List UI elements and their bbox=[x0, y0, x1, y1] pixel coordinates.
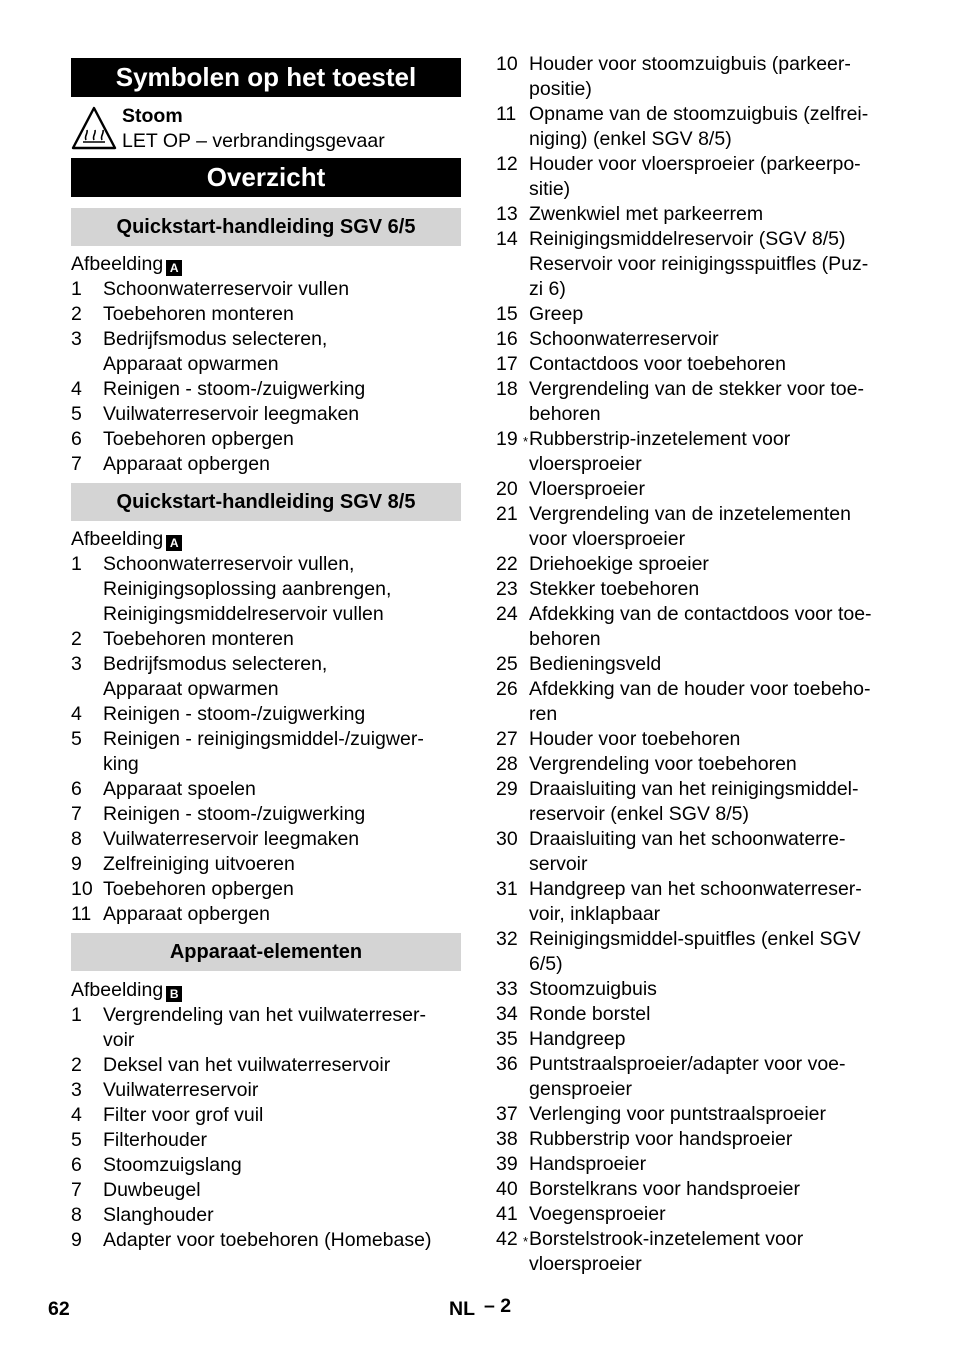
item-number: 4 bbox=[71, 1104, 82, 1126]
item-text: Vuilwaterreservoir leegmaken bbox=[103, 403, 360, 425]
item-text: Zelfreiniging uitvoeren bbox=[103, 853, 295, 875]
list-item bbox=[496, 552, 896, 577]
item-text: Handsproeier bbox=[529, 1153, 647, 1175]
list-item bbox=[496, 52, 896, 102]
item-number: 2 bbox=[71, 628, 82, 650]
item-number: 3 bbox=[71, 1079, 82, 1101]
item-text: Houder voor toebehoren bbox=[529, 728, 741, 750]
item-number: 11 bbox=[496, 103, 517, 125]
list-item bbox=[496, 1052, 896, 1102]
item-number: 2 bbox=[71, 1054, 82, 1076]
item-text: Apparaat spoelen bbox=[103, 778, 256, 800]
item-text: Handgreep bbox=[529, 1028, 626, 1050]
item-text: Handgreep van het schoonwaterreser- voir, inklapbaar bbox=[529, 878, 862, 925]
item-number: 15 bbox=[496, 303, 518, 325]
item-number: 4 bbox=[71, 703, 82, 725]
list-item bbox=[496, 677, 896, 727]
item-text: Toebehoren monteren bbox=[103, 628, 294, 650]
item-text: Verlenging voor puntstraalsproeier bbox=[529, 1103, 827, 1125]
item-number: 5 bbox=[71, 728, 82, 750]
list-item bbox=[71, 727, 461, 777]
list-item bbox=[71, 427, 461, 452]
item-number: 7 bbox=[71, 1179, 82, 1201]
item-text: Filterhouder bbox=[103, 1129, 208, 1151]
list-item bbox=[71, 827, 461, 852]
item-text: Schoonwaterreservoir bbox=[529, 328, 719, 350]
item-number: 27 bbox=[496, 728, 518, 750]
item-number: 34 bbox=[496, 1003, 518, 1025]
item-number: 17 bbox=[496, 353, 518, 375]
list-item bbox=[496, 302, 896, 327]
item-text: Slanghouder bbox=[103, 1204, 214, 1226]
item-text: Houder voor stoomzuigbuis (parkeer- positie) bbox=[529, 53, 851, 100]
optional-accessory-mark: * bbox=[523, 434, 529, 449]
list-item bbox=[496, 352, 896, 377]
item-text: Puntstraalsproeier/adapter voor voe- gensproeier bbox=[529, 1053, 846, 1100]
item-number: 3 bbox=[71, 653, 82, 675]
item-text: Ronde borstel bbox=[529, 1003, 651, 1025]
item-text: Rubberstrip voor handsproeier bbox=[529, 1128, 793, 1150]
list-item bbox=[496, 427, 896, 477]
item-text: Borstelkrans voor handsproeier bbox=[529, 1178, 800, 1200]
list-item bbox=[71, 402, 461, 427]
item-number: 24 bbox=[496, 603, 518, 625]
overview-heading: Overzicht bbox=[71, 158, 461, 197]
steam-warning bbox=[71, 104, 461, 152]
item-number: 3 bbox=[71, 328, 82, 350]
list-item bbox=[496, 777, 896, 827]
item-number: 13 bbox=[496, 203, 518, 225]
figure-badge: B bbox=[166, 986, 182, 1002]
item-number: 9 bbox=[71, 1229, 82, 1251]
list-item bbox=[496, 1227, 896, 1277]
item-number: 6 bbox=[71, 778, 82, 800]
item-text: Houder voor vloersproeier (parkeerpo- sitie) bbox=[529, 153, 861, 200]
item-text: Duwbeugel bbox=[103, 1179, 201, 1201]
list-item bbox=[71, 1003, 461, 1053]
item-number: 26 bbox=[496, 678, 518, 700]
item-number: 23 bbox=[496, 578, 518, 600]
quickstart-85-heading: Quickstart-handleiding SGV 8/5 bbox=[71, 483, 461, 521]
item-number: 40 bbox=[496, 1178, 518, 1200]
list-item bbox=[496, 827, 896, 877]
list-item bbox=[496, 1127, 896, 1152]
list-item bbox=[496, 1202, 896, 1227]
list-item bbox=[496, 327, 896, 352]
item-text: Filter voor grof vuil bbox=[103, 1104, 264, 1126]
quickstart-65-list bbox=[71, 277, 461, 477]
list-item bbox=[496, 377, 896, 427]
list-item bbox=[496, 752, 896, 777]
item-number: 6 bbox=[71, 428, 82, 450]
item-text: Toebehoren opbergen bbox=[103, 428, 294, 450]
item-number: 10 bbox=[496, 53, 518, 75]
item-number: 39 bbox=[496, 1153, 518, 1175]
item-text: Vuilwaterreservoir bbox=[103, 1079, 259, 1101]
item-number: 37 bbox=[496, 1103, 518, 1125]
list-item bbox=[496, 577, 896, 602]
item-text: Opname van de stoomzuigbuis (zelfrei- niging) (enkel SGV 8/5) bbox=[529, 103, 869, 150]
item-number: 6 bbox=[71, 1154, 82, 1176]
item-number: 36 bbox=[496, 1053, 518, 1075]
item-number: 14 bbox=[496, 228, 518, 250]
list-item bbox=[71, 1103, 461, 1128]
item-text: Toebehoren monteren bbox=[103, 303, 294, 325]
list-item bbox=[496, 202, 896, 227]
list-item bbox=[71, 1078, 461, 1103]
list-item bbox=[71, 802, 461, 827]
item-text: Stekker toebehoren bbox=[529, 578, 700, 600]
list-item bbox=[71, 902, 461, 927]
item-text: Reinigingsmiddel-spuitfles (enkel SGV 6/5) bbox=[529, 928, 861, 975]
list-item bbox=[496, 1102, 896, 1127]
list-item bbox=[71, 1053, 461, 1078]
item-text: Contactdoos voor toebehoren bbox=[529, 353, 786, 375]
item-number: 42 bbox=[496, 1228, 518, 1250]
elements-figure-ref bbox=[71, 978, 182, 1003]
item-text: Bedrijfsmodus selecteren, Apparaat opwarmen bbox=[103, 328, 328, 375]
list-item bbox=[71, 1203, 461, 1228]
list-item bbox=[496, 877, 896, 927]
item-text: Voegensproeier bbox=[529, 1203, 666, 1225]
item-number: 8 bbox=[71, 1204, 82, 1226]
figure-label: Afbeelding bbox=[71, 253, 164, 275]
list-item bbox=[496, 1027, 896, 1052]
item-text: Schoonwaterreservoir vullen, Reinigingsoplossing aanbrengen, Reinigingsmiddelreservoir vullen bbox=[103, 553, 392, 625]
item-number: 5 bbox=[71, 1129, 82, 1151]
item-number: 32 bbox=[496, 928, 518, 950]
list-item bbox=[71, 877, 461, 902]
item-text: Reinigen - stoom-/zuigwerking bbox=[103, 803, 366, 825]
list-item bbox=[71, 1128, 461, 1153]
list-item bbox=[71, 652, 461, 702]
item-text: Reinigen - stoom-/zuigwerking bbox=[103, 703, 366, 725]
item-number: 10 bbox=[71, 878, 93, 900]
item-number: 38 bbox=[496, 1128, 518, 1150]
quickstart-85-figure-ref bbox=[71, 527, 182, 552]
symbols-heading: Symbolen op het toestel bbox=[71, 58, 461, 97]
list-item bbox=[496, 102, 896, 152]
item-number: 33 bbox=[496, 978, 518, 1000]
item-text: Borstelstrook-inzetelement voor vloersproeier bbox=[529, 1228, 804, 1275]
item-text: Schoonwaterreservoir vullen bbox=[103, 278, 350, 300]
item-text: Vergrendeling voor toebehoren bbox=[529, 753, 797, 775]
item-text: Vloersproeier bbox=[529, 478, 645, 500]
figure-label: Afbeelding bbox=[71, 528, 164, 550]
item-number: 41 bbox=[496, 1203, 518, 1225]
item-number: 2 bbox=[71, 303, 82, 325]
item-text: Stoomzuigbuis bbox=[529, 978, 657, 1000]
list-item bbox=[496, 1177, 896, 1202]
item-text: Zwenkwiel met parkeerrem bbox=[529, 203, 764, 225]
item-number: 1 bbox=[71, 278, 82, 300]
list-item bbox=[496, 652, 896, 677]
item-number: 21 bbox=[496, 503, 518, 525]
item-text: Vergrendeling van de inzetelementen voor vloersproeier bbox=[529, 503, 851, 550]
item-number: 18 bbox=[496, 378, 518, 400]
item-text: Greep bbox=[529, 303, 584, 325]
list-item bbox=[71, 1178, 461, 1203]
optional-accessory-mark: * bbox=[523, 1234, 529, 1249]
item-text: Driehoekige sproeier bbox=[529, 553, 709, 575]
list-item bbox=[71, 552, 461, 627]
item-number: 28 bbox=[496, 753, 518, 775]
footer-section: – 2 bbox=[484, 1295, 512, 1317]
item-text: Apparaat opbergen bbox=[103, 903, 270, 925]
item-number: 9 bbox=[71, 853, 82, 875]
list-item bbox=[71, 452, 461, 477]
list-item bbox=[496, 1002, 896, 1027]
item-number: 8 bbox=[71, 828, 82, 850]
item-number: 11 bbox=[71, 903, 92, 925]
item-text: Adapter voor toebehoren (Homebase) bbox=[103, 1229, 432, 1251]
list-item bbox=[71, 852, 461, 877]
list-item bbox=[496, 477, 896, 502]
elements-heading: Apparaat-elementen bbox=[71, 933, 461, 971]
item-text: Vergrendeling van het vuilwaterreser- voir bbox=[103, 1004, 427, 1051]
item-text: Stoomzuigslang bbox=[103, 1154, 242, 1176]
item-number: 7 bbox=[71, 453, 82, 475]
item-number: 1 bbox=[71, 553, 82, 575]
item-text: Bedrijfsmodus selecteren, Apparaat opwarmen bbox=[103, 653, 328, 700]
item-number: 20 bbox=[496, 478, 518, 500]
item-text: Rubberstrip-inzetelement voor vloersproeier bbox=[529, 428, 791, 475]
item-number: 31 bbox=[496, 878, 518, 900]
list-item bbox=[496, 227, 896, 302]
item-number: 1 bbox=[71, 1004, 82, 1026]
footer-language: NL bbox=[449, 1298, 475, 1320]
quickstart-65-figure-ref bbox=[71, 252, 182, 277]
list-item bbox=[496, 1152, 896, 1177]
warning-title: Stoom bbox=[122, 105, 183, 127]
item-number: 19 bbox=[496, 428, 518, 450]
list-item bbox=[71, 627, 461, 652]
figure-label: Afbeelding bbox=[71, 979, 164, 1001]
list-item bbox=[496, 502, 896, 552]
item-text: Bedieningsveld bbox=[529, 653, 662, 675]
quickstart-85-list bbox=[71, 552, 461, 927]
list-item bbox=[71, 702, 461, 727]
list-item bbox=[71, 277, 461, 302]
list-item bbox=[496, 602, 896, 652]
item-text: Reinigen - stoom-/zuigwerking bbox=[103, 378, 366, 400]
item-number: 16 bbox=[496, 328, 518, 350]
item-number: 30 bbox=[496, 828, 518, 850]
list-item bbox=[496, 977, 896, 1002]
item-number: 7 bbox=[71, 803, 82, 825]
item-number: 5 bbox=[71, 403, 82, 425]
item-text: Draaisluiting van het schoonwaterre- servoir bbox=[529, 828, 846, 875]
item-text: Toebehoren opbergen bbox=[103, 878, 294, 900]
list-item bbox=[496, 727, 896, 752]
quickstart-65-heading: Quickstart-handleiding SGV 6/5 bbox=[71, 208, 461, 246]
item-number: 22 bbox=[496, 553, 518, 575]
elements-list-left bbox=[71, 1003, 461, 1253]
warning-text: LET OP – verbrandingsgevaar bbox=[122, 130, 385, 152]
list-item bbox=[71, 377, 461, 402]
list-item bbox=[71, 327, 461, 377]
item-text: Afdekking van de contactdoos voor toe- behoren bbox=[529, 603, 872, 650]
item-number: 35 bbox=[496, 1028, 518, 1050]
item-text: Apparaat opbergen bbox=[103, 453, 270, 475]
item-text: Deksel van het vuilwaterreservoir bbox=[103, 1054, 391, 1076]
figure-badge: A bbox=[166, 260, 182, 276]
page-number: 62 bbox=[48, 1298, 70, 1320]
warning-triangle-icon bbox=[71, 106, 117, 150]
list-item bbox=[496, 152, 896, 202]
list-item bbox=[496, 927, 896, 977]
item-text: Afdekking van de houder voor toebeho- ren bbox=[529, 678, 871, 725]
list-item bbox=[71, 1228, 461, 1253]
item-number: 12 bbox=[496, 153, 518, 175]
list-item bbox=[71, 1153, 461, 1178]
item-text: Reinigen - reinigingsmiddel-/zuigwer- king bbox=[103, 728, 424, 775]
list-item bbox=[71, 777, 461, 802]
item-text: Draaisluiting van het reinigingsmiddel- reservoir (enkel SGV 8/5) bbox=[529, 778, 859, 825]
list-item bbox=[71, 302, 461, 327]
item-text: Vergrendeling van de stekker voor toe- behoren bbox=[529, 378, 864, 425]
item-number: 29 bbox=[496, 778, 518, 800]
elements-list-right bbox=[496, 52, 896, 1277]
item-text: Reinigingsmiddelreservoir (SGV 8/5) Reservoir voor reinigingsspuitfles (Puz- zi 6) bbox=[529, 228, 869, 300]
item-number: 25 bbox=[496, 653, 518, 675]
item-text: Vuilwaterreservoir leegmaken bbox=[103, 828, 360, 850]
item-number: 4 bbox=[71, 378, 82, 400]
figure-badge: A bbox=[166, 535, 182, 551]
